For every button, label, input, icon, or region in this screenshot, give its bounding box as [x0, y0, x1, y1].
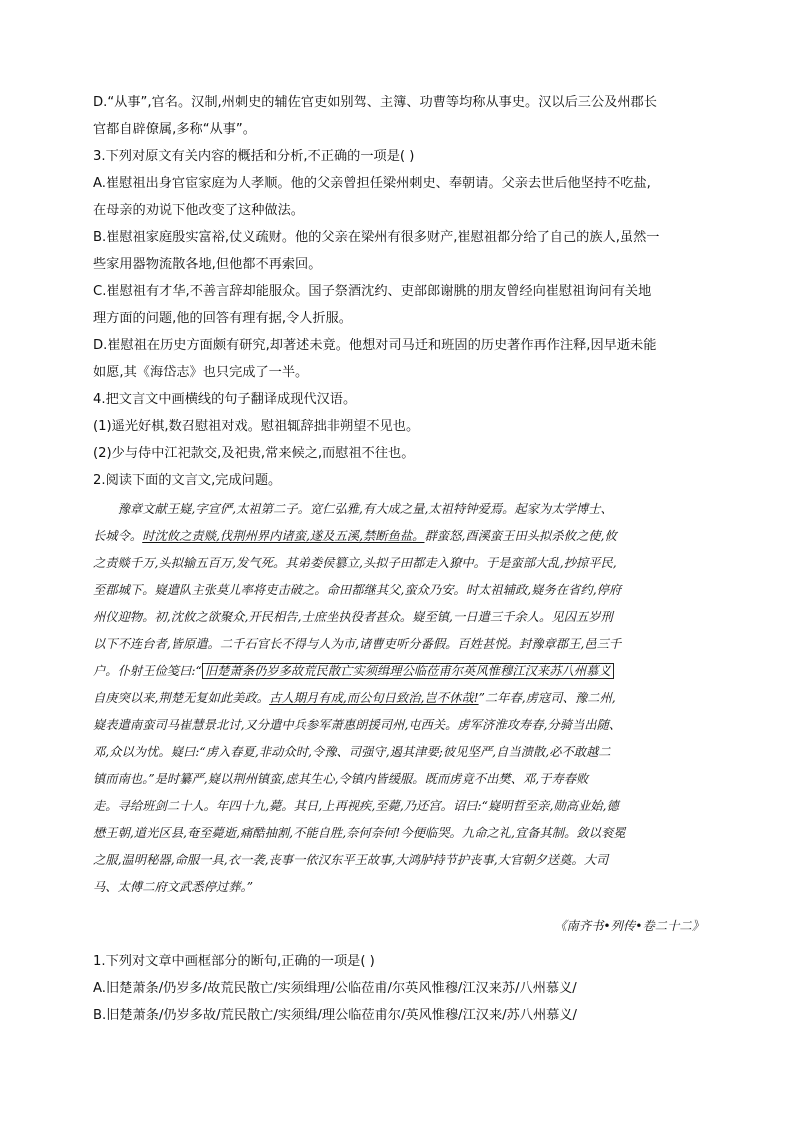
boxed-passage: 旧楚萧条仍岁多故荒民散亡实须缉理公临莅甫尔英风惟穆江汉来苏八州慕义: [202, 663, 614, 679]
passage-line: 自庚突以来,荆楚无复如此美政。古人期月有成,而公旬日致治,岂不休哉!”二年春,虏寇司、豫二州,: [93, 691, 616, 705]
q3-option-a-line-1: A.崔慰祖出身官宦家庭为人孝顺。他的父亲曾担任梁州刺史、奉朝请。父亲去世后他坚持不吃盐,: [93, 176, 651, 191]
q3-option-d-line-2: 如愿,其《海岱志》也只完成了一半。: [93, 365, 309, 380]
q3-option-c-line-1: C.崔慰祖有才华,不善言辞却能服众。国子祭酒沈约、吏部郎谢朓的朋友曾经向崔慰祖询问有关地: [93, 284, 652, 299]
passage-line: 户。仆射王俭笺曰:“ 旧楚萧条仍岁多故荒民散亡实须缉理公临莅甫尔英风惟穆江汉来苏八州慕义: [93, 662, 705, 680]
passage-line: 长城令。时沈攸之责赕,伐荆州界内诸蛮,遂及五溪,禁断鱼盐。群蛮怒,酉溪蛮王田头拟杀攸之使,攸: [93, 529, 617, 543]
section-2-heading: 2.阅读下面的文言文,完成问题。: [93, 473, 282, 488]
q1-option-b: B.旧楚萧条/仍岁多故/荒民散亡/实须缉/理公临莅甫尔/英风惟穆/江汉来/苏八州慕义/: [93, 1008, 577, 1023]
question-3-heading: 3.下列对原文有关内容的概括和分析,不正确的一项是( ): [93, 149, 415, 164]
passage-line: 州仪迎物。初,沈攸之欲聚众,开民相告,士庶坐执役者甚众。嶷至镇,一日遣三千余人。见囚五岁刑: [93, 610, 613, 624]
option-d-line-2: 官都自辟僚属,多称“从事”。: [93, 122, 256, 137]
q3-option-c-line-2: 理方面的问题,他的回答有理有据,令人折服。: [93, 311, 352, 326]
passage-line: 之服,温明秘器,命服一具,衣一袭,丧事一依汉东平王故事,大鸿胪持节护丧事,大官朝夕送奠。大司: [93, 853, 609, 867]
q3-option-b-line-1: B.崔慰祖家庭殷实富裕,仗义疏财。他的父亲在梁州有很多财产,崔慰祖都分给了自己的族人,虽然一: [93, 230, 660, 245]
q3-option-b-line-2: 些家用器物流散各地,但他都不再索回。: [93, 257, 322, 272]
option-d-line-1: D.“从事”,官名。汉制,州刺史的辅佐官吏如别驾、主簿、功曹等均称从事史。汉以后三公及州郡长: [93, 95, 657, 110]
question-4-heading: 4.把文言文中画横线的句子翻译成现代汉语。: [93, 392, 357, 407]
q4-sentence-2: (2)少与侍中江祀款交,及祀贵,常来候之,而慰祖不往也。: [93, 446, 415, 461]
passage-line: 走。寻给班剑二十人。年四十九,薨。其日,上再视疾,至薨,乃还宫。诏曰:“嶷明哲至亲,勋高业始,德: [93, 799, 619, 813]
underlined-sentence-2: 古人期月有成,而公旬日致治,岂不休哉!: [269, 691, 479, 705]
passage-line: 至郡城下。嶷遣队主张莫儿率将吏击破之。命田都继其父,蛮众乃安。时太祖辅政,嶷务在省约,停府: [93, 583, 622, 597]
underlined-sentence-1: 时沈攸之责赕,伐荆州界内诸蛮,遂及五溪,禁断鱼盐。: [142, 529, 425, 543]
passage-line: 邓,众以为忧。嶷曰:“虏入春夏,非动众时,令豫、司强守,遏其津要;彼见坚严,自当溃散,必不敢越二: [93, 745, 611, 759]
passage-line: 豫章文献王嶷,字宣俨,太祖第二子。宽仁弘雅,有大成之量,太祖特钟爱焉。起家为太学博士、: [93, 502, 613, 516]
q3-option-a-line-2: 在母亲的劝说下他改变了这种做法。: [93, 203, 304, 218]
passage-line: 镇而南也。”是时纂严,嶷以荆州镇蛮,虑其生心,令镇内皆缓服。既而虏竟不出樊、邓,于寿春败: [93, 772, 589, 786]
passage-line: 之责赕千万,头拟输五百万,发气死。其弟娄侯篡立,头拟子田都走入獠中。于是蛮部大乱,抄掠平民,: [93, 556, 617, 570]
question-1-heading: 1.下列对文章中画框部分的断句,正确的一项是( ): [93, 954, 375, 969]
passage-line: 马、太傅二府文武悉停过葬。”: [93, 880, 253, 894]
q4-sentence-1: (1)遥光好棋,数召慰祖对戏。慰祖辄辞拙非朔望不见也。: [93, 419, 420, 434]
passage-line: 嶷表遣南蛮司马崔慧景北讨,又分遣中兵参军萧惠朗援司州,屯西关。虏军济淮攻寿春,分骑当出随、: [93, 718, 622, 732]
passage-line: 以下不连台者,皆原遣。二千石官长不得与人为市,诸曹吏听分番假。百姓甚悦。封豫章郡王,邑三千: [93, 637, 622, 651]
q1-option-a: A.旧楚萧条/仍岁多/故荒民散亡/实须缉理/公临莅甫/尔英风惟穆/江汉来苏/八州慕义/: [93, 981, 577, 996]
passage-source: 《南齐书•列传•卷二十二》: [554, 919, 704, 933]
passage-line: 懋王朝,道光区县,奄至薨逝,痛酷抽割,不能自胜,奈何奈何!今便临哭。九命之礼,宜备其制。敛以衮冕: [93, 826, 626, 840]
q3-option-d-line-1: D.崔慰祖在历史方面颇有研究,却著述未竟。他想对司马迁和班固的历史著作再作注释,因早逝未能: [93, 338, 657, 353]
